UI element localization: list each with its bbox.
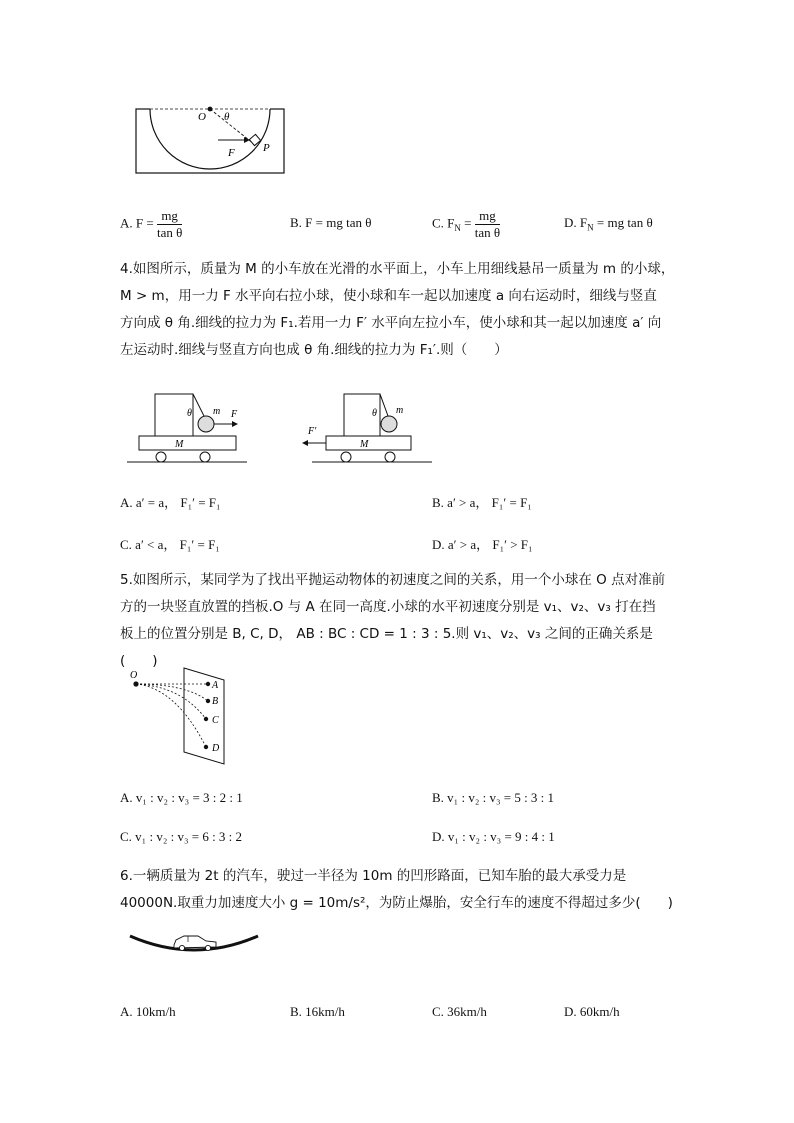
q4-stem [120, 256, 680, 364]
q5-stem [120, 567, 680, 675]
q5-option-d[interactable]: D. v₁ : v₂ : v₃ = 9 : 4 : 1 [432, 829, 555, 844]
q3-label-p: P [263, 142, 270, 154]
q6-stem [120, 863, 680, 917]
q5-figure [126, 666, 236, 766]
q4-line-3: 方向成 θ 角.细线的拉力为 F₁.若用一力 F′ 水平向左拉小车，使小球和其一起以加速度 a′ 向 [120, 315, 662, 331]
q6-option-b[interactable]: B. 16km/h [290, 1004, 345, 1019]
q4-option-d[interactable]: D. a′ > a， F₁′ > F₁ [432, 537, 533, 552]
q3-option-a[interactable] [120, 208, 182, 241]
q3-option-c-prefix: C. F [432, 215, 455, 231]
q4-option-b[interactable]: B. a′ > a， F₁′ = F₁ [432, 495, 532, 510]
q6-option-c[interactable]: C. 36km/h [432, 1004, 487, 1019]
q4-left-theta: θ [187, 408, 192, 419]
q3-option-d-rest: = mg tan θ [593, 215, 653, 230]
q4-right-m-cap: M [360, 439, 369, 450]
q4-option-c[interactable]: C. a′ < a， F₁′ = F₁ [120, 537, 220, 552]
q6-line-1: 6.一辆质量为 2t 的汽车，驶过一半径为 10m 的凹形路面，已知车胎的最大承受力是 [120, 868, 627, 884]
q3-label-theta: θ [224, 111, 230, 123]
q4-option-a[interactable]: A. a′ = a， F₁′ = F₁ [120, 495, 221, 510]
q4-figure-left [125, 388, 250, 466]
q5-line-3: 板上的位置分别是 B, C, D， AB : BC : CD = 1 : 3 : 5.则 v₁、v₂、v₃ 之间的正确关系是( ) [120, 626, 653, 669]
q3-option-c-eq: = [460, 215, 472, 231]
q4-right-m: m [396, 405, 404, 416]
q5-label-o: O [130, 670, 138, 681]
q3-label-o: O [198, 111, 206, 123]
q5-option-b[interactable]: B. v₁ : v₂ : v₃ = 5 : 3 : 1 [432, 790, 555, 805]
q5-line-1: 5.如图所示，某同学为了找出平抛运动物体的初速度之间的关系，用一个小球在 O 点对准前 [120, 572, 666, 588]
q3-option-d-prefix: D. F [564, 215, 588, 230]
q4-left-m-cap: M [175, 439, 184, 450]
q6-option-a[interactable]: A. 10km/h [120, 1004, 176, 1019]
q4-right-theta: θ [372, 408, 377, 419]
q4-left-f: F [231, 409, 238, 420]
q5-label-b: B [212, 696, 219, 707]
q5-label-d: D [212, 743, 220, 754]
q3-option-c-den: tan θ [474, 225, 501, 240]
q4-left-m: m [213, 406, 221, 417]
q3-label-f: F [228, 147, 235, 159]
q4-line-1: 4.如图所示，质量为 M 的小车放在光滑的水平面上，小车上用细线悬吊一质量为 m 的小球， [120, 261, 675, 277]
q5-label-a: A [212, 680, 219, 691]
q4-line-4: 左运动时.细线与竖直方向也成 θ 角.细线的拉力为 F₁′.则（ ） [120, 342, 508, 358]
q3-option-a-num: mg [157, 208, 182, 225]
q6-line-2: 40000N.取重力加速度大小 g = 10m/s²，为防止爆胎，安全行车的速度不得超过多少( ) [120, 895, 673, 911]
q5-option-a[interactable]: A. v₁ : v₂ : v₃ = 3 : 2 : 1 [120, 790, 243, 805]
q3-option-d-sub: N [587, 222, 594, 233]
q4-right-f: F′ [308, 426, 317, 437]
q6-option-d[interactable]: D. 60km/h [564, 1004, 620, 1019]
q3-option-c-num: mg [475, 208, 500, 225]
q6-figure [128, 924, 260, 960]
q3-option-c[interactable] [432, 208, 500, 241]
q4-figure-right [302, 388, 437, 466]
q3-figure [130, 100, 290, 180]
q4-line-2: M > m，用一力 F 水平向右拉小球，使小球和车一起以加速度 a 向右运动时，细线与竖直 [120, 288, 657, 304]
q3-option-a-den: tan θ [156, 225, 183, 240]
q3-option-d[interactable] [564, 215, 653, 233]
q5-option-c[interactable]: C. v₁ : v₂ : v₃ = 6 : 3 : 2 [120, 829, 243, 844]
car-icon [174, 936, 216, 951]
q5-label-c: C [212, 715, 219, 726]
q3-option-b[interactable]: B. F = mg tan θ [290, 215, 372, 230]
q5-line-2: 方的一块竖直放置的挡板.O 与 A 在同一高度.小球的水平初速度分别是 v₁、v₂、v₃ 打在挡 [120, 599, 656, 615]
q3-option-c-sub: N [454, 223, 461, 234]
q3-option-a-prefix: A. F = [120, 215, 154, 231]
